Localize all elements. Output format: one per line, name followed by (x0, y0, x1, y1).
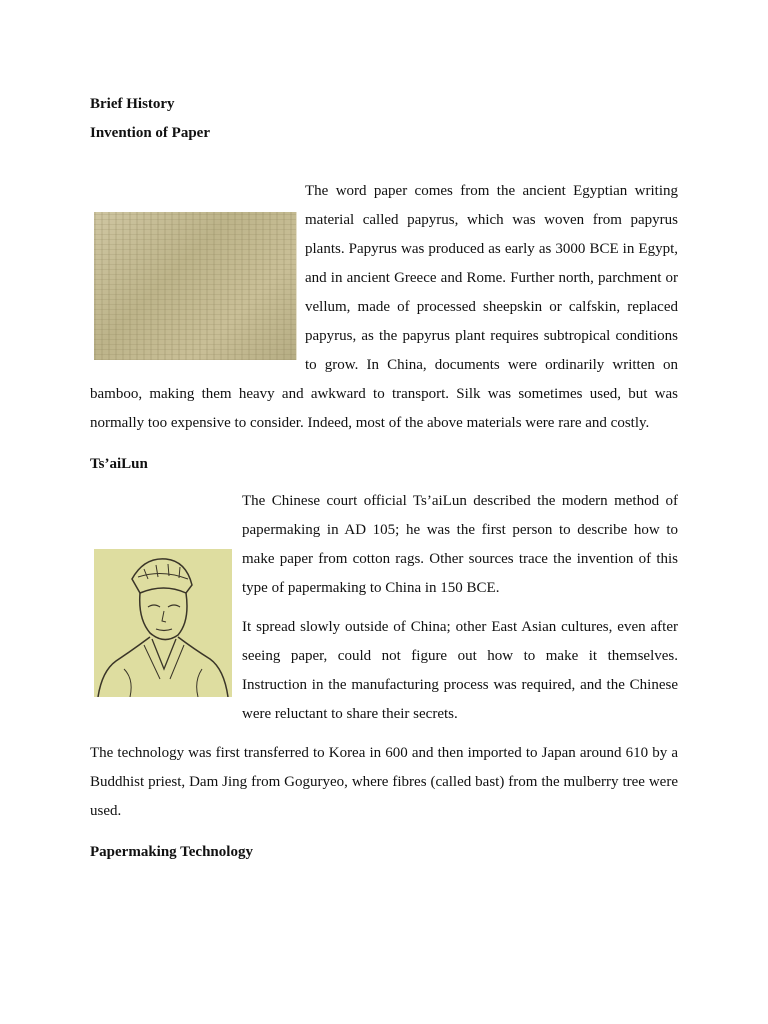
spacer (90, 438, 678, 450)
tsailun-paragraph-2: It spread slowly outside of China; other East Asian cultures, even after seeing paper, could not figure out how to make it themselves. Instruction in the manufacturing process was required, and the Chinese were reluctant to share their secrets. (242, 619, 678, 722)
spacer (90, 479, 678, 487)
heading-tsailun: Ts’aiLun (90, 456, 148, 472)
title-brief-history: Brief History (90, 96, 175, 112)
spacer (90, 729, 678, 739)
tsailun-paragraph-3: The technology was first transferred to Korea in 600 and then imported to Japan around 610 by a Buddhist priest, Dam Jing from Goguryeo, where fibres (called bast) from the mulberry tree were used. (90, 745, 678, 819)
spacer (90, 826, 678, 838)
papyrus-image (94, 212, 297, 360)
title-invention-of-paper: Invention of Paper (90, 125, 210, 141)
intro-paragraph: The word paper comes from the ancient Egyptian writing material called papyrus, which was woven from papyrus plants. Papyrus was produced as early as 3000 BCE in Egypt, and in ancient Greece and Rome. Further north, parchment or vellum, made of processed sheepskin or calfskin, replaced papyrus, as the papyrus plant requires subtropical conditions to grow. In China, documents were ordinarily written on bamboo, making them heavy and awkward to transport. Silk was sometimes used, but was normally too expensive to consider. Indeed, most of the above materials were rare and costly. (90, 183, 678, 431)
tsailun-paragraph-1: The Chinese court official Ts’aiLun described the modern method of papermaking in AD 105; he was the first person to describe how to make paper from cotton rags. Other sources trace the invention of this type of papermaking to China in 150 BCE. (242, 493, 678, 596)
spacer (90, 148, 678, 177)
heading-papermaking-technology: Papermaking Technology (90, 844, 253, 860)
document-body (90, 90, 678, 867)
tsailun-portrait-image (94, 549, 232, 697)
